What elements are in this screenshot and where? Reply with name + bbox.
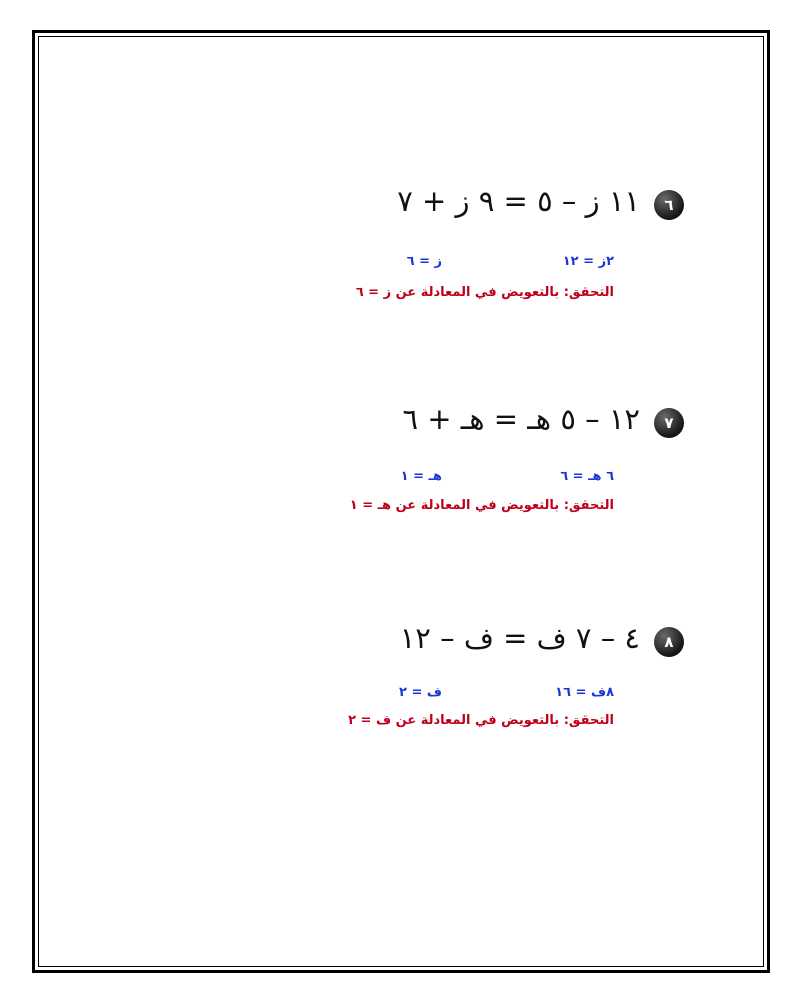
verification-line: التحقق: بالتعويض في المعادلة عن هـ = ١ [349,498,614,513]
solution-step-1: ٨ف = ١٦ [555,685,614,700]
solution-step-1: ٦ هـ = ٦ [560,469,614,484]
problem-number-badge [654,408,684,438]
equation: ٤ – ٧ ف = ف – ١٢ [399,621,640,655]
verification-line: التحقق: بالتعويض في المعادلة عن ف = ٢ [348,713,614,728]
problem-number: ٧ [664,414,674,432]
problem-number: ٦ [664,196,674,214]
problem-number: ٨ [664,633,674,651]
problem-6 [0,178,800,338]
problem-7 [0,396,800,556]
solution-step-1: ٢ز = ١٢ [562,254,614,269]
problem-number-badge [654,190,684,220]
verification-line: التحقق: بالتعويض في المعادلة عن ز = ٦ [355,285,614,300]
equation: ١١ ز – ٥ = ٩ ز + ٧ [397,184,640,218]
problem-number-badge [654,627,684,657]
solution-step-2: ف = ٢ [399,685,442,700]
solution-step-2: هـ = ١ [400,469,442,484]
solution-step-2: ز = ٦ [406,254,442,269]
equation: ١٢ – ٥ هـ = هـ + ٦ [402,402,640,436]
problem-8 [0,615,800,775]
